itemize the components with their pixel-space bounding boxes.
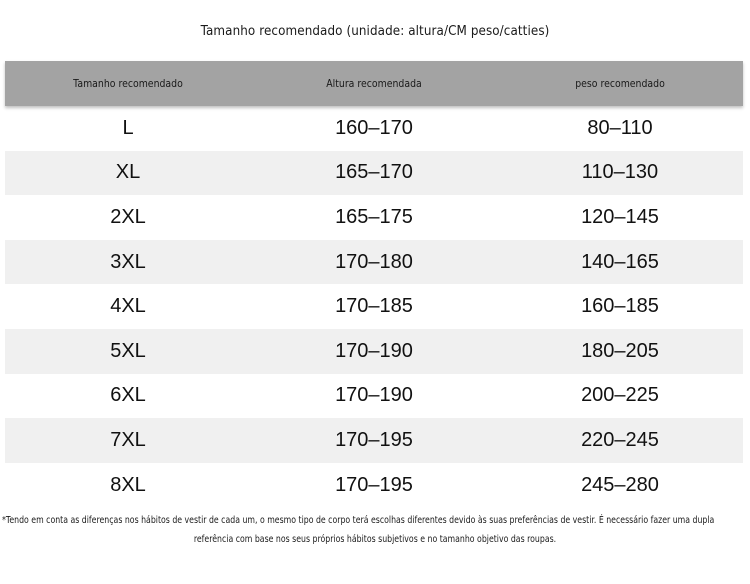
weight-cell: 140–165 [581, 250, 659, 273]
weight-cell: 180–205 [581, 339, 659, 362]
height-cell: 170–180 [335, 250, 413, 273]
size-cell: 2XL [110, 205, 146, 228]
height-cell: 170–195 [335, 473, 413, 496]
size-cell: L [122, 116, 134, 139]
weight-cell: 200–225 [581, 384, 659, 407]
weight-cell: 120–145 [581, 205, 659, 228]
size-table [5, 61, 743, 507]
height-cell: 160–170 [335, 116, 413, 139]
table-row [5, 463, 743, 508]
size-cell: 3XL [110, 250, 146, 273]
header-height: Altura recomendada [326, 77, 422, 90]
footnote [0, 511, 750, 549]
weight-cell: 80–110 [587, 116, 653, 139]
height-cell: 170–190 [335, 339, 413, 362]
size-cell: 7XL [110, 428, 146, 451]
height-cell: 170–190 [335, 384, 413, 407]
table-row [5, 151, 743, 196]
table-row [5, 284, 743, 329]
table-row [5, 240, 743, 285]
table-row [5, 329, 743, 374]
height-cell: 170–195 [335, 428, 413, 451]
table-header-row [5, 61, 743, 106]
table-row [5, 374, 743, 419]
weight-cell: 160–185 [581, 295, 659, 318]
page-title: Tamanho recomendado (unidade: altura/CM peso/catties) [200, 24, 550, 39]
weight-cell: 220–245 [581, 428, 659, 451]
footnote-line-1: *Tendo em conta as diferenças nos hábitos de vestir de cada um, o mesmo tipo de corpo terá escolhas diferentes devido às suas preferências de vestir. É necessário fazer uma dupla [2, 515, 715, 526]
table-row [5, 106, 743, 151]
weight-cell: 245–280 [581, 473, 659, 496]
size-cell: 8XL [110, 473, 146, 496]
height-cell: 170–185 [335, 295, 413, 318]
footnote-line-2: referência com base nos seus próprios hábitos subjetivos e no tamanho objetivo das roupas. [193, 534, 557, 545]
header-size: Tamanho recomendado [73, 77, 183, 90]
weight-cell: 110–130 [581, 161, 659, 184]
height-cell: 165–175 [335, 205, 413, 228]
header-weight: peso recomendado [575, 77, 665, 90]
size-cell: 6XL [110, 384, 146, 407]
height-cell: 165–170 [335, 161, 413, 184]
size-cell: XL [115, 161, 141, 184]
size-cell: 5XL [110, 339, 146, 362]
size-cell: 4XL [110, 295, 146, 318]
table-row [5, 195, 743, 240]
table-row [5, 418, 743, 463]
